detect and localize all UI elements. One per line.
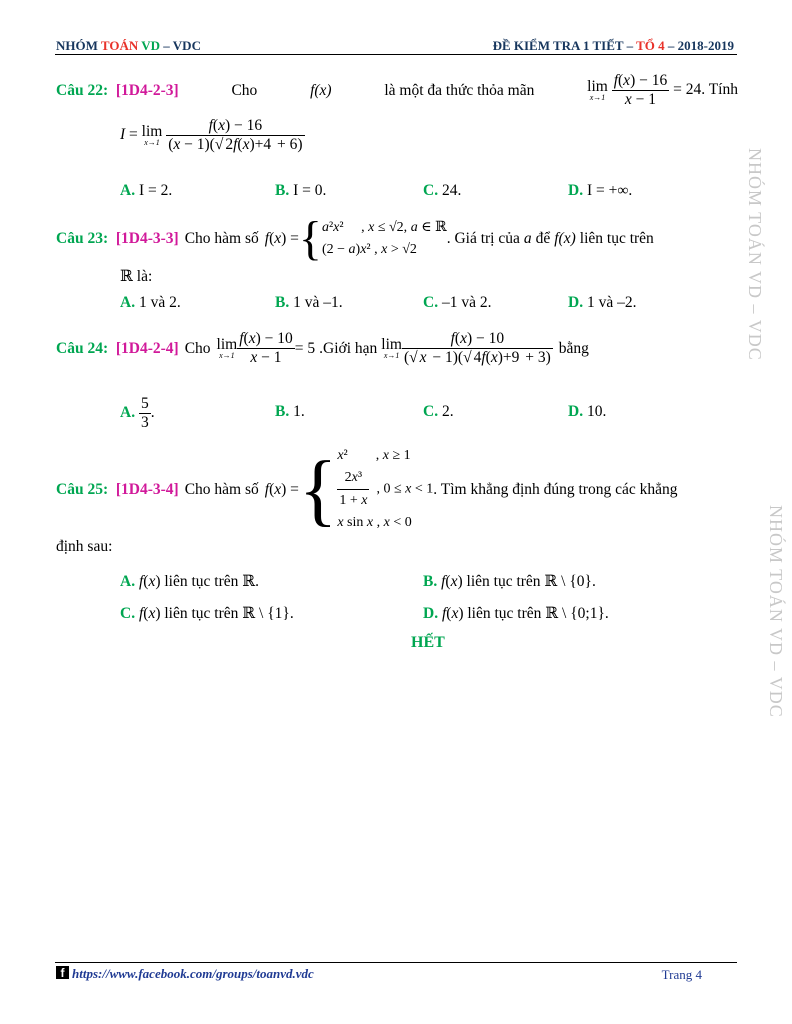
watermark-bottom: NHÓM TOÁN VD – VDC: [766, 505, 786, 718]
q25-option-b[interactable]: B. f(x) liên tục trên ℝ \ {0}.: [423, 573, 596, 590]
q25-option-c[interactable]: C. f(x) liên tục trên ℝ \ {1}.: [120, 605, 294, 622]
end-marker: HẾT: [411, 634, 445, 651]
facebook-icon: f: [56, 966, 69, 979]
watermark-top: NHÓM TOÁN VD – VDC: [745, 148, 765, 361]
q22-option-c[interactable]: C. 24.: [423, 182, 462, 199]
q24-option-d[interactable]: D. 10.: [568, 403, 607, 420]
q23-option-b[interactable]: B. 1 và –1.: [275, 294, 343, 311]
q24-option-b[interactable]: B. 1.: [275, 403, 305, 420]
footer-divider: [55, 962, 737, 963]
footer-link[interactable]: https://www.facebook.com/groups/toanvd.vdc: [72, 966, 314, 981]
q22-option-a[interactable]: A. I = 2.: [120, 182, 173, 199]
header-left: NHÓM TOÁN VD – VDC: [56, 38, 201, 53]
header-divider: [55, 54, 737, 55]
question-23: Câu 23: [1D4-3-3] Cho hàm số f(x) = { a²x² , x ≤ √2, a ∈ ℝ (2 − a)x² , x > √2 . Giá trị của a để f(x) liên tục trên ℝ là:: [56, 212, 654, 285]
q22-option-b[interactable]: B. I = 0.: [275, 182, 327, 199]
header-right: ĐỀ KIỂM TRA 1 TIẾT – TỔ 4 – 2018-2019: [492, 38, 734, 53]
q25-option-d[interactable]: D. f(x) liên tục trên ℝ \ {0;1}.: [423, 605, 609, 622]
q23-option-a[interactable]: A. 1 và 2.: [120, 294, 181, 311]
q23-option-d[interactable]: D. 1 và –2.: [568, 294, 637, 311]
q24-option-c[interactable]: C. 2.: [423, 403, 454, 420]
question-25: Câu 25: [1D4-3-4] Cho hàm số f(x) = { x² , x ≥ 1 $\frac{\text{2x³}}{1 + x}$ , 0 ≤ x < 1 x sin x , x < 0 . Tìm khẳng định đúng trong các khẳng định sau:: [56, 445, 678, 555]
q22-option-d[interactable]: D. I = +∞.: [568, 182, 633, 199]
question-24: Câu 24: [1D4-2-4] Cho lim x→1 $\frac{f(x) - 10}{x - 1}$ = 5 .Giới hạn lim x→1 $\frac{f(x) - 10}{(√ x - 1)(√ 4f(x)+9 + 3)}$ bằng: [56, 330, 589, 366]
q23-option-c[interactable]: C. –1 và 2.: [423, 294, 492, 311]
question-22: Câu 22: [1D4-2-3] Cho f(x) là một đa thức thỏa mãn lim x→1 $\frac{f(x) - 16}{x - 1}$ = 24. Tính I = lim x→1 $\frac{f(x) - 16}{(x - 1)(√ 2f(x)+4 + 6)}$: [56, 72, 738, 153]
q25-option-a[interactable]: A. f(x) liên tục trên ℝ.: [120, 573, 260, 590]
q24-option-a[interactable]: A. $\frac{5}{3}$ .: [120, 395, 155, 431]
page-number: Trang 4: [661, 967, 702, 982]
